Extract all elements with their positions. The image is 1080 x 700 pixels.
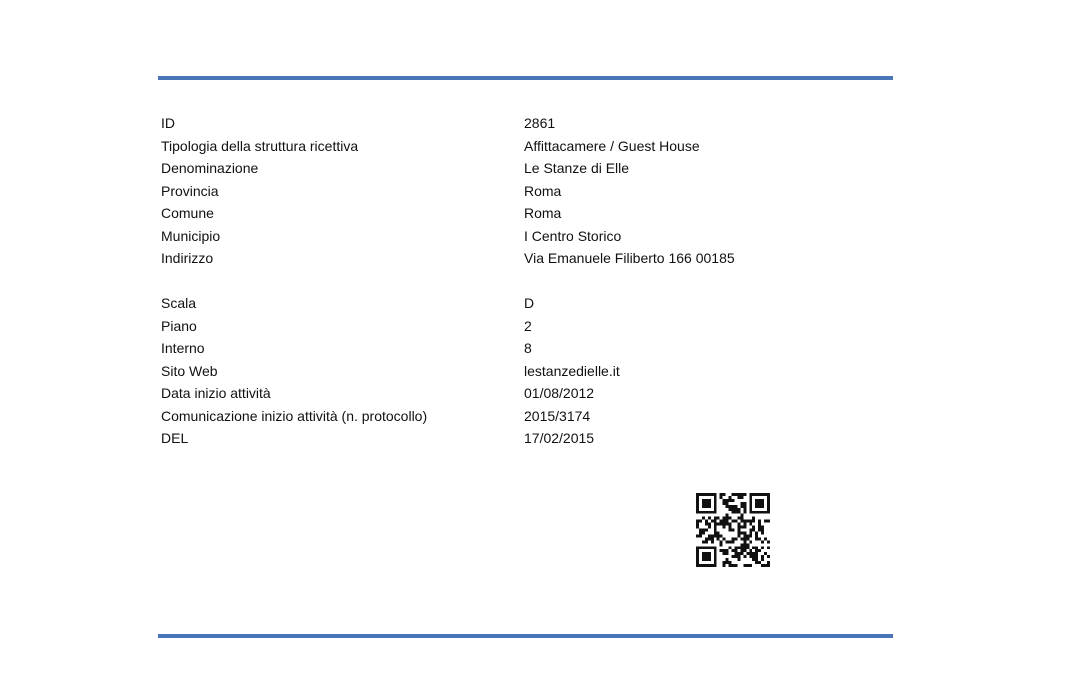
top-divider xyxy=(158,76,893,80)
field-value: D xyxy=(524,295,535,311)
field-label: Comunicazione inizio attività (n. protocollo) xyxy=(161,407,428,424)
field-value: Via Emanuele Filiberto 166 00185 xyxy=(524,250,735,266)
field-value: 2015/3174 xyxy=(524,407,591,424)
field-row-denominazione xyxy=(161,157,881,180)
field-row-del xyxy=(161,427,881,450)
field-label: Tipologia della struttura ricettiva xyxy=(161,137,359,154)
field-value: 8 xyxy=(524,340,532,356)
field-value: I Centro Storico xyxy=(524,227,622,244)
field-value: 17/02/2015 xyxy=(524,430,595,446)
bottom-divider xyxy=(158,634,893,638)
field-row-sito-web xyxy=(161,360,881,383)
qr-code-icon xyxy=(696,493,770,567)
field-label: Provincia xyxy=(161,182,219,199)
field-label: Interno xyxy=(161,340,205,356)
field-label: Sito Web xyxy=(161,362,218,379)
field-value: Affittacamere / Guest House xyxy=(524,137,700,154)
field-row-comune xyxy=(161,202,881,225)
field-label: Comune xyxy=(161,205,214,221)
field-label: Municipio xyxy=(161,227,221,244)
field-label: Piano xyxy=(161,317,197,334)
field-row-data-inizio xyxy=(161,382,881,405)
field-label: DEL xyxy=(161,430,189,446)
field-row-provincia xyxy=(161,180,881,203)
field-row-interno xyxy=(161,337,881,360)
field-label: Data inizio attività xyxy=(161,385,271,401)
group-spacer xyxy=(161,270,881,293)
field-label: ID xyxy=(161,115,175,131)
field-row-indirizzo xyxy=(161,247,881,270)
website-link[interactable]: lestanzedielle.it xyxy=(524,362,620,379)
field-row-scala xyxy=(161,292,881,315)
field-row-protocollo xyxy=(161,405,881,428)
field-value: 2 xyxy=(524,317,532,334)
field-row-id xyxy=(161,112,881,135)
field-row-tipologia xyxy=(161,135,881,158)
field-row-piano xyxy=(161,315,881,338)
field-value: Roma xyxy=(524,205,562,221)
field-label: Indirizzo xyxy=(161,250,214,266)
field-value: 01/08/2012 xyxy=(524,385,595,401)
record-details xyxy=(161,112,881,450)
field-row-municipio xyxy=(161,225,881,248)
field-label: Denominazione xyxy=(161,160,259,176)
field-value: Roma xyxy=(524,182,562,199)
field-value: Le Stanze di Elle xyxy=(524,160,630,176)
field-label: Scala xyxy=(161,295,197,311)
field-value: 2861 xyxy=(524,115,556,131)
